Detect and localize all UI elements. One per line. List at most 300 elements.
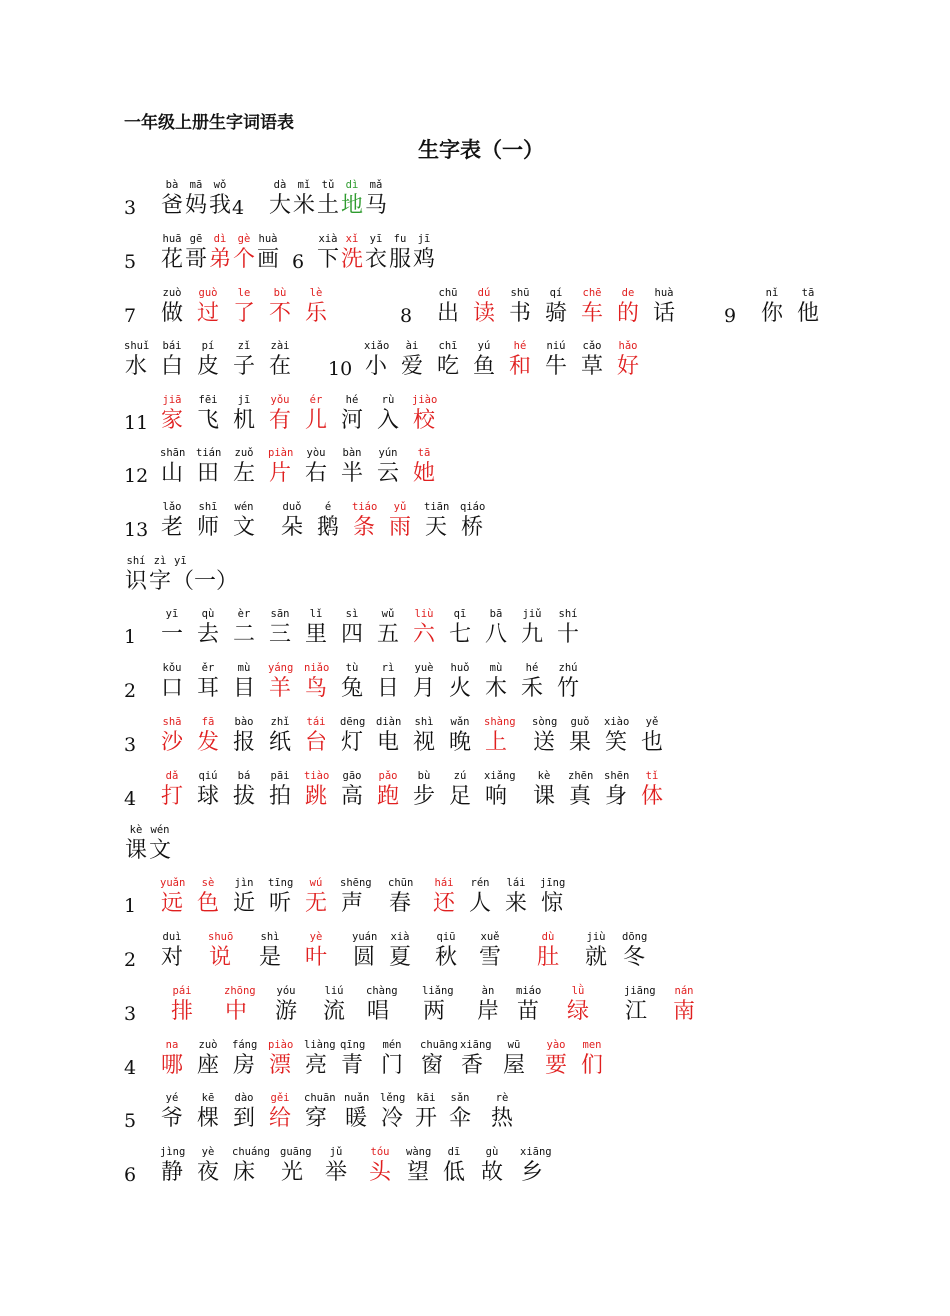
- char-cell: [268, 393, 292, 435]
- char-cell: [448, 1091, 472, 1133]
- pinyin: diàn: [376, 716, 402, 728]
- pinyin: xià: [390, 931, 410, 943]
- pinyin: tù: [345, 662, 359, 674]
- hanzi: 鸡: [412, 247, 435, 272]
- char-cell: [540, 876, 564, 918]
- pinyin: bù: [417, 770, 431, 782]
- char-cell: [556, 661, 580, 703]
- char-cell: [268, 178, 292, 220]
- char-cell: [304, 446, 328, 488]
- hanzi: 禾: [520, 676, 543, 701]
- hanzi: 去: [196, 622, 219, 647]
- pinyin: sān: [270, 608, 290, 620]
- char-cell: [472, 286, 496, 328]
- hanzi: 是: [258, 945, 281, 970]
- lesson-number: 2: [124, 680, 137, 702]
- pinyin: guāng: [280, 1146, 312, 1158]
- hanzi: 惊: [540, 891, 563, 916]
- char-cell: [196, 715, 220, 757]
- char-cell: [422, 984, 454, 1026]
- pinyin: shì: [414, 716, 434, 728]
- pinyin: yè: [309, 931, 323, 943]
- pinyin: wén: [234, 501, 254, 513]
- pinyin: pái: [172, 985, 192, 997]
- char-cell: [148, 554, 172, 596]
- hanzi: 拍: [268, 784, 291, 809]
- pinyin: duì: [162, 931, 182, 943]
- hanzi: 绿: [566, 999, 589, 1024]
- pinyin: èr: [237, 608, 251, 620]
- char-cell: [160, 1091, 184, 1133]
- pinyin: yuè: [414, 662, 434, 674]
- char-cell: [616, 286, 640, 328]
- pinyin: liǎng: [422, 985, 454, 997]
- char-cell: [304, 1091, 336, 1133]
- pinyin: mén: [382, 1039, 402, 1051]
- hanzi: 们: [580, 1053, 603, 1078]
- hanzi: 排: [170, 999, 193, 1024]
- hanzi: 衣: [364, 247, 387, 272]
- pinyin: bā: [489, 608, 503, 620]
- char-cell: [196, 1145, 220, 1187]
- hanzi: 入: [376, 408, 399, 433]
- char-cell: [160, 715, 184, 757]
- pinyin: tiān: [424, 501, 450, 513]
- hanzi: 雨: [388, 515, 411, 540]
- char-cell: [304, 393, 328, 435]
- char-cell: [544, 339, 568, 381]
- hanzi: 校: [412, 408, 435, 433]
- hanzi: 哥: [184, 247, 207, 272]
- char-cell: [160, 393, 184, 435]
- hanzi: 亮: [304, 1053, 327, 1078]
- pinyin: chū: [438, 287, 458, 299]
- hanzi: 七: [448, 622, 471, 647]
- char-cell: [640, 715, 664, 757]
- hanzi: 服: [388, 247, 411, 272]
- lesson-number: 6: [124, 1164, 137, 1186]
- hanzi: 头: [368, 1160, 391, 1185]
- pinyin: bà: [165, 179, 179, 191]
- hanzi: 儿: [304, 408, 327, 433]
- hanzi: 我: [208, 193, 231, 218]
- pinyin: shàng: [484, 716, 516, 728]
- char-cell: [160, 339, 184, 381]
- pinyin: dì: [345, 179, 359, 191]
- char-cell: [160, 446, 184, 488]
- hanzi: 唱: [366, 999, 389, 1024]
- char-cell: [424, 500, 448, 542]
- char-cell: [322, 984, 346, 1026]
- pinyin: miáo: [516, 985, 542, 997]
- char-cell: [412, 769, 436, 811]
- pinyin: lái: [506, 877, 526, 889]
- char-cell: [304, 661, 328, 703]
- pinyin: yǒu: [270, 394, 290, 406]
- char-cell: [268, 286, 292, 328]
- hanzi: 水: [124, 354, 147, 379]
- char-cell: [184, 178, 208, 220]
- char-cell: [544, 1038, 568, 1080]
- char-cell: [604, 769, 628, 811]
- char-cell: [196, 500, 220, 542]
- char-cell: [376, 446, 400, 488]
- hanzi: 响: [484, 784, 507, 809]
- pinyin: chuāng: [420, 1039, 458, 1051]
- pinyin: niǎo: [304, 662, 330, 674]
- hanzi: 妈: [184, 193, 207, 218]
- char-cell: [172, 554, 268, 596]
- pinyin: de: [621, 287, 635, 299]
- pinyin: jìng: [160, 1146, 186, 1158]
- pinyin: qiū: [436, 931, 456, 943]
- lesson-number: 13: [124, 519, 149, 541]
- char-cell: [232, 1145, 270, 1187]
- pinyin: rén: [470, 877, 490, 889]
- pinyin: huà: [258, 233, 278, 245]
- hanzi: 跑: [376, 784, 399, 809]
- hanzi: 山: [160, 461, 183, 486]
- char-cell: [508, 339, 532, 381]
- char-cell: [340, 876, 372, 918]
- char-cell: [196, 446, 220, 488]
- hanzi: 一: [160, 622, 183, 647]
- hanzi: 对: [160, 945, 183, 970]
- char-cell: [340, 178, 364, 220]
- char-cell: [376, 661, 400, 703]
- hanzi: 出: [436, 301, 459, 326]
- hanzi: 床: [232, 1160, 255, 1185]
- char-cell: [324, 1145, 348, 1187]
- char-cell: [340, 715, 364, 757]
- hanzi: 圆: [352, 945, 375, 970]
- char-cell: [160, 607, 184, 649]
- pinyin: qí: [549, 287, 563, 299]
- hanzi: 不: [268, 301, 291, 326]
- hanzi: 乐: [304, 301, 327, 326]
- char-cell: [520, 1145, 552, 1187]
- pinyin: hé: [513, 340, 527, 352]
- char-cell: [760, 286, 784, 328]
- char-cell: [442, 1145, 466, 1187]
- char-cell: [232, 715, 256, 757]
- char-cell: [232, 876, 256, 918]
- pinyin: bào: [234, 716, 254, 728]
- pinyin: zhǐ: [270, 716, 290, 728]
- char-cell: [508, 286, 532, 328]
- pinyin: wǎn: [450, 716, 470, 728]
- pinyin: gù: [485, 1146, 499, 1158]
- pinyin: pāi: [270, 770, 290, 782]
- hanzi: 话: [652, 301, 675, 326]
- hanzi: 识: [124, 569, 147, 594]
- pinyin: zài: [270, 340, 290, 352]
- pinyin: mù: [489, 662, 503, 674]
- pinyin: wǒ: [213, 179, 227, 191]
- hanzi: 座: [196, 1053, 219, 1078]
- hanzi: 桥: [460, 515, 483, 540]
- hanzi: 田: [196, 461, 219, 486]
- char-cell: [460, 1038, 492, 1080]
- hanzi: 有: [268, 408, 291, 433]
- char-cell: [160, 178, 184, 220]
- hanzi: 开: [414, 1106, 437, 1131]
- lesson-number: 3: [124, 1003, 137, 1025]
- pinyin: yě: [645, 716, 659, 728]
- char-cell: [160, 286, 184, 328]
- char-cell: [448, 607, 472, 649]
- pinyin: gè: [237, 233, 251, 245]
- pinyin: tā: [801, 287, 815, 299]
- hanzi: 足: [448, 784, 471, 809]
- pinyin: yóu: [276, 985, 296, 997]
- char-cell: [432, 876, 456, 918]
- pinyin: zuò: [198, 1039, 218, 1051]
- char-cell: [196, 1038, 220, 1080]
- hanzi: 笑: [604, 730, 627, 755]
- pinyin: xuě: [480, 931, 500, 943]
- lesson-number: 5: [124, 251, 137, 273]
- pinyin: zuò: [162, 287, 182, 299]
- pinyin: dōng: [622, 931, 648, 943]
- char-cell: [584, 930, 608, 972]
- char-cell: [388, 500, 412, 542]
- char-cell: [268, 1091, 292, 1133]
- hanzi: 也: [640, 730, 663, 755]
- hanzi: 冷: [380, 1106, 403, 1131]
- lesson-number: 1: [124, 895, 137, 917]
- char-cell: [376, 715, 400, 757]
- hanzi: 漂: [268, 1053, 291, 1078]
- char-cell: [580, 1038, 604, 1080]
- pinyin: yī: [369, 233, 383, 245]
- hanzi: 车: [580, 301, 603, 326]
- char-cell: [484, 715, 516, 757]
- char-cell: [640, 769, 664, 811]
- lesson-number: 3: [124, 197, 137, 219]
- char-cell: [268, 1038, 292, 1080]
- pinyin: qiáo: [460, 501, 486, 513]
- pinyin: dào: [234, 1092, 254, 1104]
- pinyin: shì: [260, 931, 280, 943]
- pinyin: wén: [150, 824, 170, 836]
- hanzi: 青: [340, 1053, 363, 1078]
- char-cell: [436, 286, 460, 328]
- hanzi: 文: [148, 838, 171, 863]
- lesson-number: 4: [124, 1057, 137, 1079]
- hanzi: 流: [322, 999, 345, 1024]
- hanzi: 骑: [544, 301, 567, 326]
- pinyin: sǎn: [450, 1092, 470, 1104]
- pinyin: kè: [537, 770, 551, 782]
- pinyin: xiǎo: [364, 340, 390, 352]
- hanzi: 打: [160, 784, 183, 809]
- pinyin: le: [237, 287, 251, 299]
- char-cell: [196, 339, 220, 381]
- hanzi: 马: [364, 193, 387, 218]
- lesson-number: 4: [124, 788, 137, 810]
- hanzi: 视: [412, 730, 435, 755]
- hanzi: 穿: [304, 1106, 327, 1131]
- char-cell: [376, 769, 400, 811]
- hanzi: 竹: [556, 676, 579, 701]
- pinyin: chuān: [304, 1092, 336, 1104]
- char-cell: [160, 500, 184, 542]
- pinyin: rù: [381, 394, 395, 406]
- hanzi: 了: [232, 301, 255, 326]
- pinyin: dǎ: [165, 770, 179, 782]
- pinyin: lǐ: [309, 608, 323, 620]
- pinyin: piàn: [268, 447, 294, 459]
- pinyin: gāo: [342, 770, 362, 782]
- hanzi: 好: [616, 354, 639, 379]
- char-cell: [232, 769, 256, 811]
- hanzi: 和: [508, 354, 531, 379]
- hanzi: 香: [460, 1053, 483, 1078]
- pinyin: wǔ: [381, 608, 395, 620]
- hanzi: 里: [304, 622, 327, 647]
- hanzi: 说: [208, 945, 231, 970]
- hanzi: 耳: [196, 676, 219, 701]
- hanzi: 果: [568, 730, 591, 755]
- char-cell: [368, 1145, 392, 1187]
- pinyin: mù: [237, 662, 251, 674]
- char-cell: [580, 286, 604, 328]
- char-cell: [484, 661, 508, 703]
- hanzi: 米: [292, 193, 315, 218]
- hanzi: 跳: [304, 784, 327, 809]
- char-cell: [544, 286, 568, 328]
- hanzi: 二: [232, 622, 255, 647]
- hanzi: 大: [268, 193, 291, 218]
- pinyin: nán: [674, 985, 694, 997]
- pinyin: chūn: [388, 877, 414, 889]
- pinyin: lǜ: [571, 985, 585, 997]
- hanzi: 窗: [420, 1053, 443, 1078]
- char-cell: [256, 232, 280, 274]
- pinyin: jiāng: [624, 985, 656, 997]
- pinyin: ěr: [201, 662, 215, 674]
- hanzi: 文: [232, 515, 255, 540]
- char-cell: [184, 232, 208, 274]
- pinyin: gěi: [270, 1092, 290, 1104]
- pinyin: chuáng: [232, 1146, 270, 1158]
- char-cell: [566, 984, 590, 1026]
- char-cell: [232, 661, 256, 703]
- pinyin: hé: [345, 394, 359, 406]
- char-cell: [268, 339, 292, 381]
- char-cell: [232, 446, 256, 488]
- char-cell: [268, 715, 292, 757]
- hanzi: 日: [376, 676, 399, 701]
- hanzi: 来: [504, 891, 527, 916]
- hanzi: 十: [556, 622, 579, 647]
- pinyin: é: [324, 501, 332, 513]
- pinyin: qù: [201, 608, 215, 620]
- hanzi: 苗: [516, 999, 539, 1024]
- hanzi: 纸: [268, 730, 291, 755]
- pinyin: men: [582, 1039, 602, 1051]
- hanzi: 房: [232, 1053, 255, 1078]
- char-cell: [208, 930, 232, 972]
- hanzi: 南: [672, 999, 695, 1024]
- pinyin: qī: [453, 608, 467, 620]
- pinyin: sè: [201, 877, 215, 889]
- char-cell: [268, 876, 292, 918]
- char-cell: [170, 984, 194, 1026]
- char-cell: [304, 1038, 336, 1080]
- hanzi: 天: [424, 515, 447, 540]
- pinyin: duǒ: [282, 501, 302, 513]
- hanzi: 半: [340, 461, 363, 486]
- char-cell: [624, 984, 656, 1026]
- hanzi: 雪: [478, 945, 501, 970]
- char-cell: [412, 393, 436, 435]
- pinyin: yào: [546, 1039, 566, 1051]
- char-cell: [478, 930, 502, 972]
- pinyin: nuǎn: [344, 1092, 370, 1104]
- char-cell: [622, 930, 646, 972]
- pinyin: àn: [481, 985, 495, 997]
- hanzi: 地: [340, 193, 363, 218]
- pinyin: bù: [273, 287, 287, 299]
- pinyin: jiā: [162, 394, 182, 406]
- pinyin: shī: [198, 501, 218, 513]
- lesson-number: 2: [124, 949, 137, 971]
- hanzi: 洗: [340, 247, 363, 272]
- pinyin: xià: [318, 233, 338, 245]
- pinyin: liú: [324, 985, 344, 997]
- hanzi: 听: [268, 891, 291, 916]
- char-cell: [160, 769, 184, 811]
- hanzi: 报: [232, 730, 255, 755]
- hanzi: 月: [412, 676, 435, 701]
- hanzi: 步: [412, 784, 435, 809]
- char-cell: [268, 769, 292, 811]
- hanzi: 她: [412, 461, 435, 486]
- char-cell: [448, 769, 472, 811]
- char-cell: [504, 876, 528, 918]
- hanzi: 子: [232, 354, 255, 379]
- hanzi: 羊: [268, 676, 291, 701]
- pinyin: tái: [306, 716, 326, 728]
- char-cell: [472, 339, 496, 381]
- hanzi: 过: [196, 301, 219, 326]
- hanzi: 门: [380, 1053, 403, 1078]
- char-cell: [502, 1038, 526, 1080]
- pinyin: niú: [546, 340, 566, 352]
- hanzi: 师: [196, 515, 219, 540]
- char-cell: [352, 500, 376, 542]
- hanzi: 肚: [536, 945, 559, 970]
- lesson-number: 5: [124, 1110, 137, 1132]
- char-cell: [316, 500, 340, 542]
- pinyin: dì: [213, 233, 227, 245]
- hanzi: 鸟: [304, 676, 327, 701]
- hanzi: 还: [432, 891, 455, 916]
- char-cell: [412, 446, 436, 488]
- pinyin: zì: [153, 555, 167, 567]
- pinyin: zǐ: [237, 340, 251, 352]
- hanzi: 远: [160, 891, 183, 916]
- pinyin: zhōng: [224, 985, 256, 997]
- hanzi: 发: [196, 730, 219, 755]
- char-cell: [232, 1038, 256, 1080]
- pinyin: yī: [165, 608, 179, 620]
- hanzi: 春: [388, 891, 411, 916]
- char-cell: [412, 232, 436, 274]
- pinyin: huà: [654, 287, 674, 299]
